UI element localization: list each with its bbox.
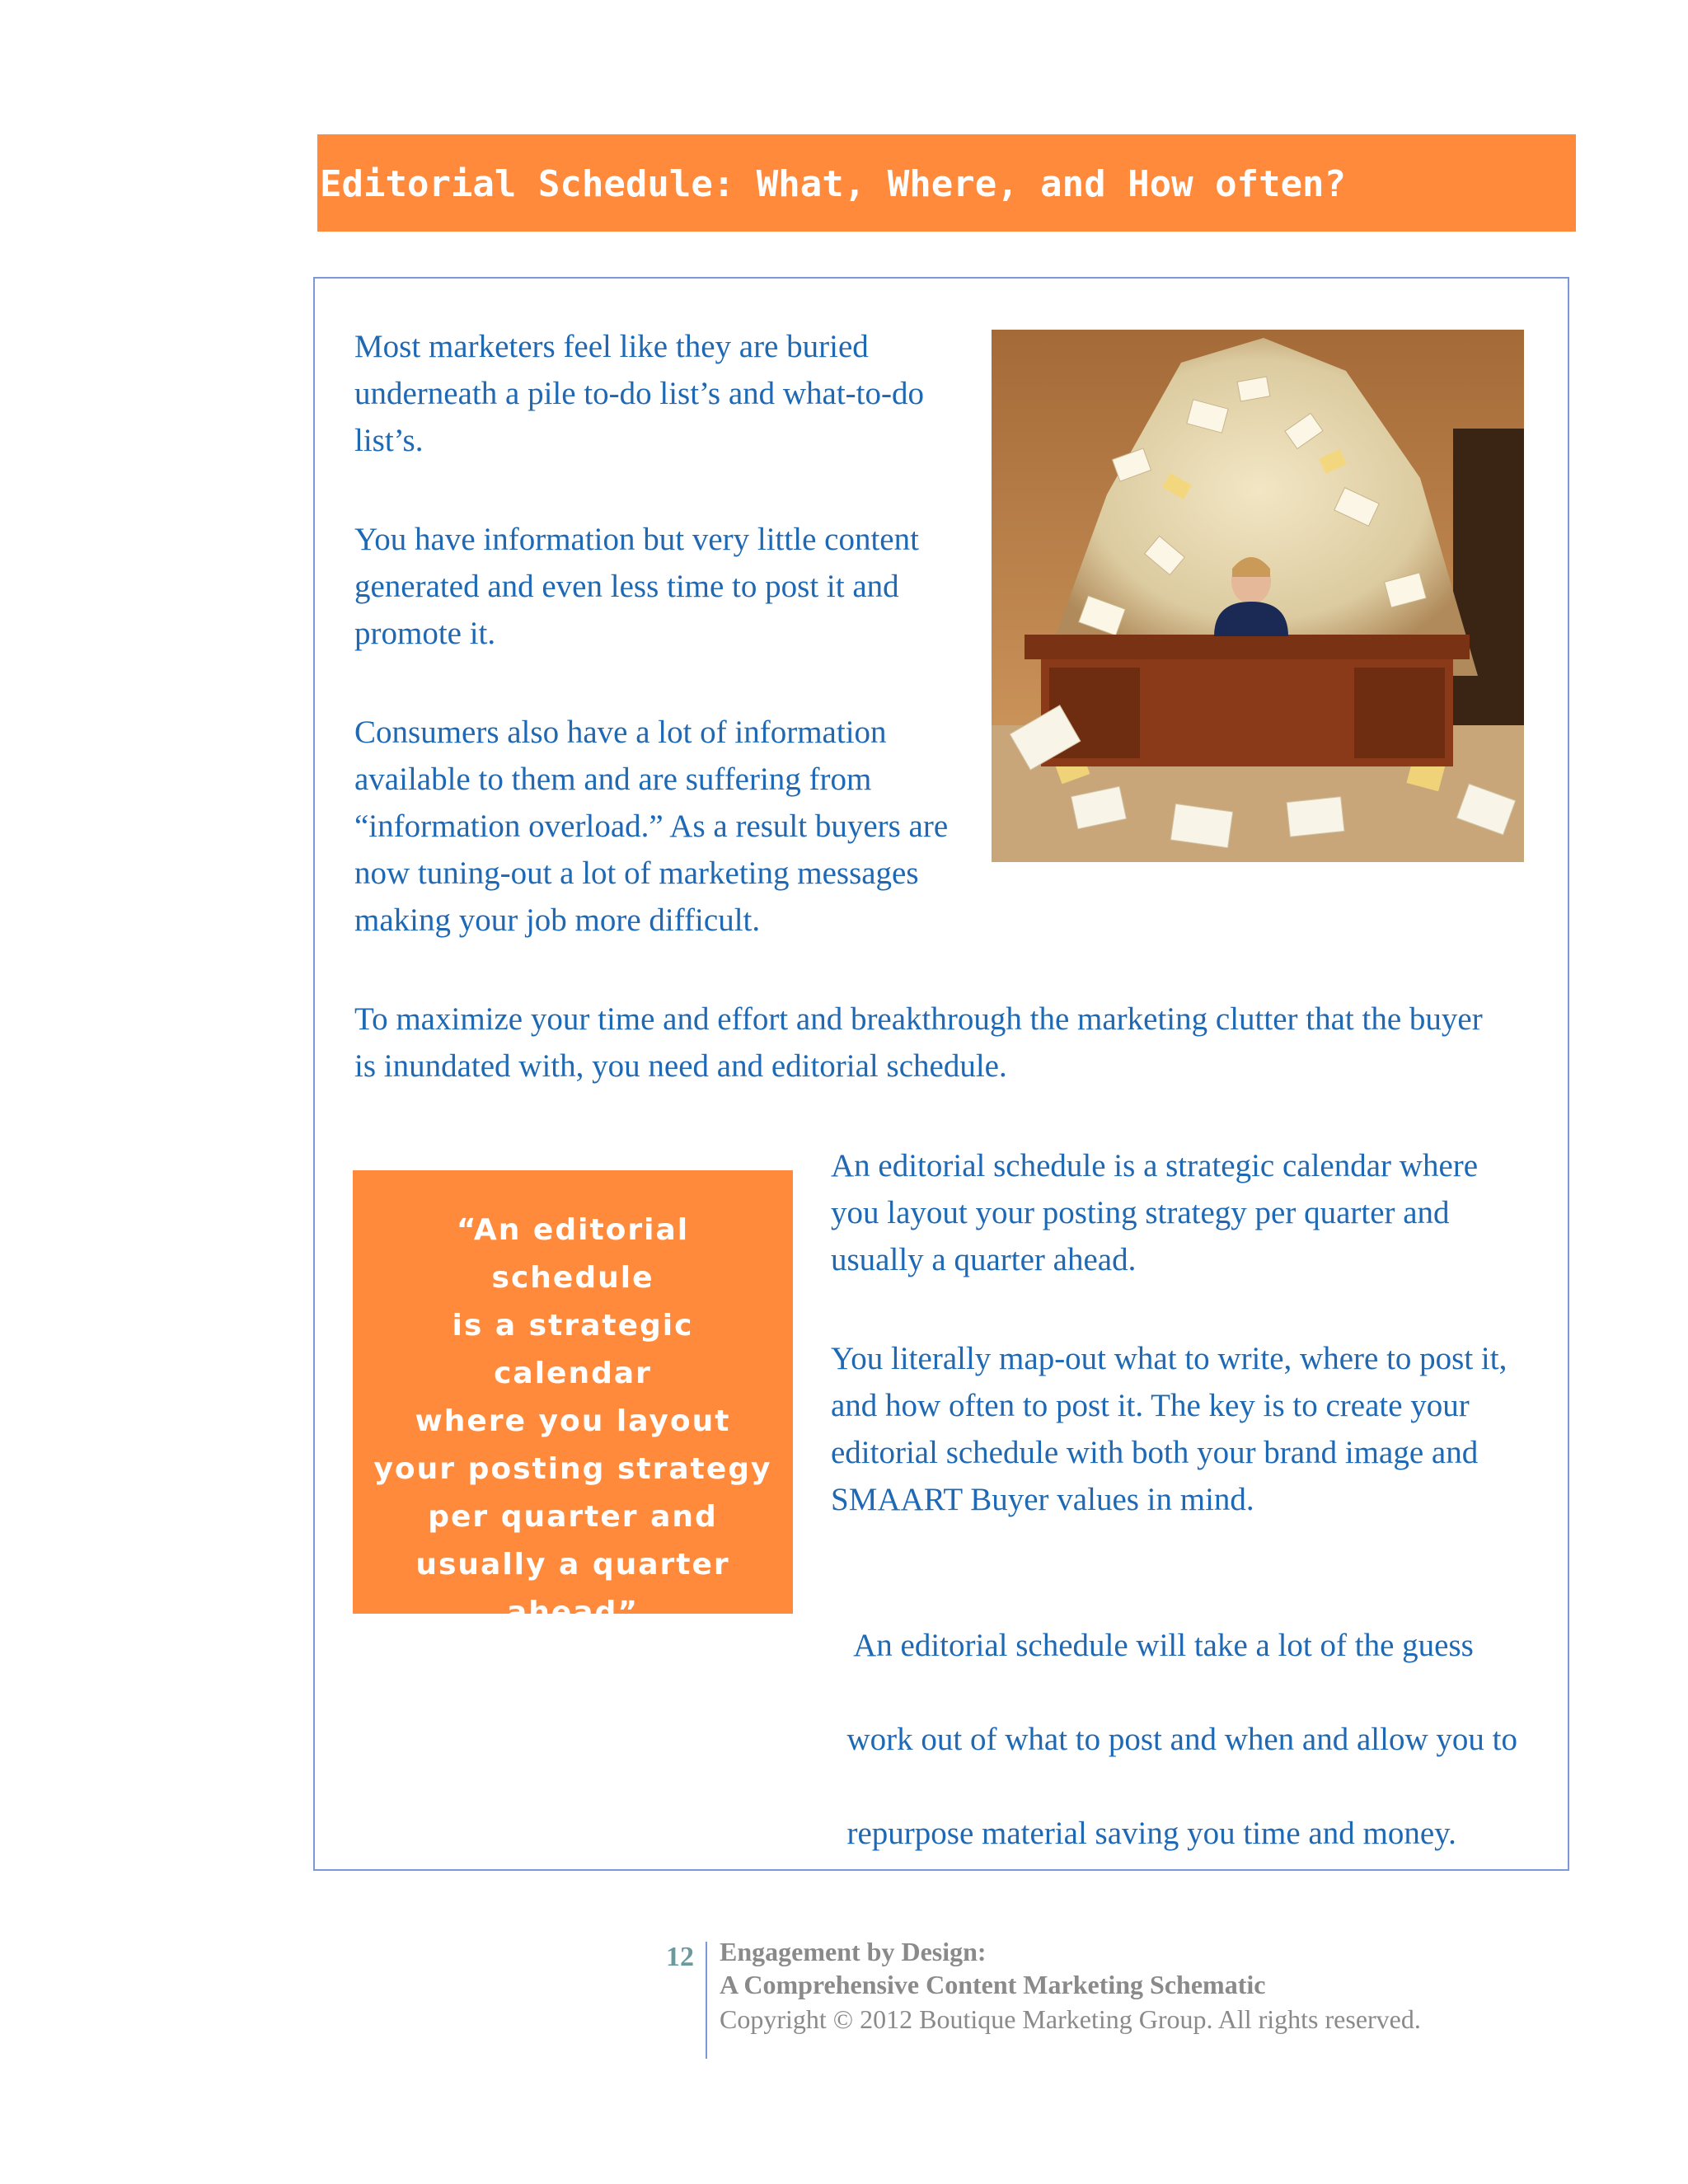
detail-paragraph-1 bbox=[831, 1142, 1478, 1283]
text-line: To maximize your time and effort and breakthrough the marketing clutter that the buyer bbox=[354, 1001, 1483, 1037]
quote-line: where you layout bbox=[415, 1404, 731, 1438]
text-line: you layout your posting strategy per quarter and bbox=[831, 1195, 1450, 1230]
quote-line: per quarter and bbox=[428, 1500, 718, 1534]
detail-paragraph-2 bbox=[831, 1335, 1507, 1523]
pullquote-text bbox=[371, 1207, 775, 1637]
page-title: Editorial Schedule: What, Where, and How often? bbox=[320, 163, 1347, 205]
text-line: promote it. bbox=[354, 616, 496, 651]
text-line: An editorial schedule will take a lot of the guess bbox=[846, 1628, 1474, 1663]
person-at-desk-buried-in-papers-photo bbox=[992, 330, 1524, 862]
text-line: making your job more difficult. bbox=[354, 902, 761, 938]
text-line: available to them and are suffering from bbox=[354, 762, 872, 797]
text-line: work out of what to post and when and allow you to bbox=[846, 1722, 1517, 1757]
text-line: You literally map-out what to write, where to post it, bbox=[831, 1341, 1507, 1376]
text-line: editorial schedule with both your brand image and bbox=[831, 1435, 1479, 1470]
intro-paragraph-2 bbox=[354, 516, 919, 657]
quote-line: your posting strategy bbox=[373, 1452, 772, 1486]
intro-paragraph-3 bbox=[354, 709, 948, 944]
text-line: An editorial schedule is a strategic calendar where bbox=[831, 1148, 1479, 1183]
text-line: is inundated with, you need and editorial schedule. bbox=[354, 1048, 1007, 1084]
text-line: generated and even less time to post it and bbox=[354, 569, 899, 604]
text-line: and how often to post it. The key is to create your bbox=[831, 1388, 1470, 1423]
text-line: Consumers also have a lot of information bbox=[354, 715, 887, 750]
footer-copyright: Copyright © 2012 Boutique Marketing Group. All rights reserved. bbox=[720, 2004, 1421, 2034]
footer-divider bbox=[706, 1942, 707, 2059]
text-line: SMAART Buyer values in mind. bbox=[831, 1482, 1254, 1517]
quote-line: ahead” bbox=[506, 1596, 640, 1629]
quote-line: is a strategic calendar bbox=[452, 1309, 694, 1390]
text-line: You have information but very little content bbox=[354, 522, 919, 557]
text-line: repurpose material saving you time and money. bbox=[846, 1816, 1456, 1851]
footer-subtitle: A Comprehensive Content Marketing Schematic bbox=[720, 1970, 1266, 1999]
quote-line: “An editorial schedule bbox=[456, 1213, 690, 1295]
detail-paragraph-3 bbox=[831, 1575, 1517, 1857]
text-line: underneath a pile to-do list’s and what-to-do bbox=[354, 376, 924, 411]
intro-paragraph-1 bbox=[354, 323, 924, 464]
text-line: usually a quarter ahead. bbox=[831, 1242, 1137, 1277]
text-line: Most marketers feel like they are buried bbox=[354, 329, 869, 364]
page-number: 12 bbox=[666, 1942, 694, 1972]
footer-book-title: Engagement by Design: bbox=[720, 1937, 987, 1966]
text-line: list’s. bbox=[354, 423, 424, 458]
intro-paragraph-4 bbox=[354, 996, 1483, 1090]
quote-line: usually a quarter bbox=[415, 1548, 730, 1582]
text-line: “information overload.” As a result buyers are bbox=[354, 808, 949, 844]
text-line: now tuning-out a lot of marketing messages bbox=[354, 855, 919, 891]
